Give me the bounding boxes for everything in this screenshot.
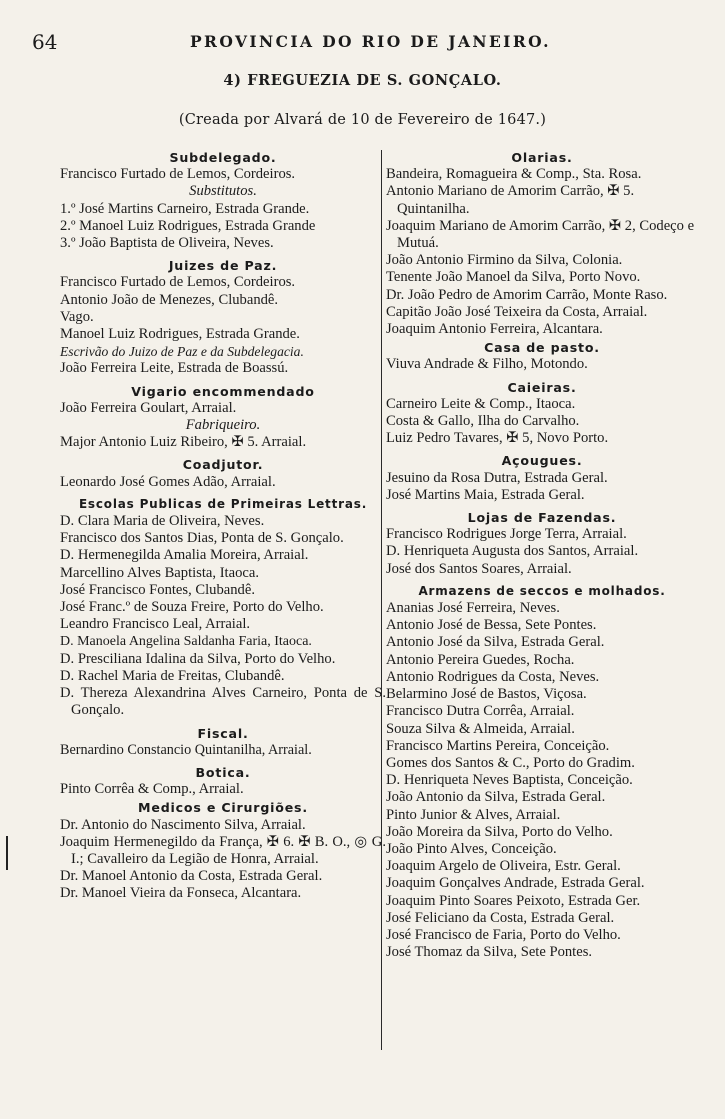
entry: Viuva Andrade & Filho, Motondo.	[386, 356, 588, 373]
entry: Francisco Dutra Corrêa, Arraial.	[386, 703, 575, 720]
entry: Antonio Pereira Guedes, Rocha.	[386, 651, 575, 668]
heading-armazens: Armazens de seccos e molhados.	[418, 583, 666, 598]
entry: João Ferreira Leite, Estrada de Boassú.	[60, 360, 289, 377]
entry: Francisco Martins Pereira, Conceição.	[386, 737, 610, 754]
heading-medicos: Medicos e Cirurgiões.	[138, 800, 308, 816]
entry: 1.º José Martins Carneiro, Estrada Grande.	[60, 200, 310, 217]
entry: José Franc.º de Souza Freire, Porto do Velho.	[60, 599, 324, 616]
entry: Francisco Furtado de Lemos, Cordeiros.	[60, 166, 296, 183]
entry: Marcellino Alves Baptista, Itaoca.	[60, 564, 259, 581]
entry: Dr. João Pedro de Amorim Carrão, Monte Raso.	[386, 286, 668, 303]
entry: D. Presciliana Idalina da Silva, Porto do Velho.	[60, 650, 336, 667]
entry: Leandro Francisco Leal, Arraial.	[60, 616, 251, 633]
entry: João Pinto Alves, Conceição.	[386, 840, 557, 857]
entry: João Antonio Firmino da Silva, Colonia.	[386, 252, 623, 269]
entry: D. Rachel Maria de Freitas, Clubandê.	[60, 667, 285, 684]
entry: Pinto Corrêa & Comp., Arraial.	[60, 781, 244, 798]
running-head: PROVINCIA DO RIO DE JANEIRO.	[190, 32, 551, 51]
heading-juizes: Juizes de Paz.	[168, 258, 278, 274]
entry: Carneiro Leite & Comp., Itaoca.	[386, 395, 576, 412]
entry: Costa & Gallo, Ilha do Carvalho.	[386, 413, 580, 430]
entry: José dos Santos Soares, Arraial.	[386, 560, 572, 577]
margin-mark	[6, 836, 8, 870]
entry: Antonio José de Bessa, Sete Pontes.	[386, 617, 597, 634]
entry: Joaquim Hermenegildo da França, ✠ 6. ✠ B. O., ◎ G. I.; Cavalleiro da Legião de Honra, Arraial.	[60, 833, 386, 867]
heading-coadjutor: Coadjutor.	[182, 457, 264, 473]
entry: Capitão João José Teixeira da Costa, Arraial.	[386, 303, 648, 320]
heading-lojas: Lojas de Fazendas.	[467, 510, 617, 526]
page-number: 64	[32, 30, 58, 54]
entry: D. Henriqueta Augusta dos Santos, Arraial.	[386, 543, 639, 560]
parish-title: 4) FREGUEZIA DE S. GONÇALO.	[223, 72, 502, 89]
heading-botica: Botica.	[195, 764, 251, 780]
entry: Bandeira, Romagueira & Comp., Sta. Rosa.	[386, 166, 642, 183]
entry: Jesuino da Rosa Dutra, Estrada Geral.	[386, 469, 608, 486]
entry: Joaquim Mariano de Amorim Carrão, ✠ 2, Codeço e Mutuá.	[386, 217, 695, 252]
entry: Joaquim Pinto Soares Peixoto, Estrada Ger.	[386, 892, 641, 909]
entry: 2.º Manoel Luiz Rodrigues, Estrada Grande	[60, 217, 316, 234]
entry: Tenente João Manoel da Silva, Porto Novo.	[386, 269, 641, 286]
entry: Joaquim Gonçalves Andrade, Estrada Geral.	[386, 875, 645, 892]
parish-subtitle: (Creada por Alvará de 10 de Fevereiro de 1647.)	[178, 112, 547, 128]
heading-caieiras: Caieiras.	[507, 379, 577, 395]
heading-fabriqueiro: Fabriqueiro.	[185, 417, 261, 434]
entry: Vago.	[60, 308, 94, 325]
entry: Joaquim Argelo de Oliveira, Estr. Geral.	[386, 858, 621, 875]
heading-subdelegado: Subdelegado.	[169, 150, 277, 165]
entry: Antonio Rodrigues da Costa, Neves.	[386, 668, 600, 685]
entry: João Antonio da Silva, Estrada Geral.	[386, 789, 606, 806]
heading-casa-pasto: Casa de pasto.	[484, 340, 600, 356]
entry: Luiz Pedro Tavares, ✠ 5, Novo Porto.	[386, 430, 609, 447]
entry: Souza Silva & Almeida, Arraial.	[386, 720, 575, 737]
entry: Antonio João de Menezes, Clubandê.	[60, 291, 279, 308]
entry: D. Henriqueta Neves Baptista, Conceição.	[386, 772, 633, 789]
escrivao-label: Escrivão do Juizo de Paz e da Subdelegacia.	[60, 344, 304, 360]
entry: Bernardino Constancio Quintanilha, Arraial.	[60, 741, 312, 758]
entry: Manoel Luiz Rodrigues, Estrada Grande.	[60, 326, 300, 343]
entry: Dr. Manoel Antonio da Costa, Estrada Geral.	[60, 868, 323, 885]
entry: Francisco Furtado de Lemos, Cordeiros.	[60, 274, 296, 291]
heading-acougues: Açougues.	[501, 453, 583, 469]
entry: João Moreira da Silva, Porto do Velho.	[386, 823, 613, 840]
entry: Antonio Mariano de Amorim Carrão, ✠ 5. Quintanilha.	[386, 183, 635, 217]
entry: José Thomaz da Silva, Sete Pontes.	[386, 944, 593, 961]
entry: 3.º João Baptista de Oliveira, Neves.	[60, 235, 274, 252]
entry: Dr. Antonio do Nascimento Silva, Arraial.	[60, 816, 306, 833]
heading-vigario: Vigario encommendado	[131, 383, 315, 399]
entry: José Martins Maia, Estrada Geral.	[386, 486, 585, 503]
entry: Ananias José Ferreira, Neves.	[386, 600, 560, 617]
entry: D. Thereza Alexandrina Alves Carneiro, Ponta de S. Gonçalo.	[60, 685, 386, 719]
entry: D. Manoela Angelina Saldanha Faria, Itaoca.	[60, 634, 312, 650]
entry: José Feliciano da Costa, Estrada Geral.	[386, 909, 615, 926]
entry: Belarmino José de Bastos, Viçosa.	[386, 686, 587, 703]
entry: José Francisco de Faria, Porto do Velho.	[386, 926, 621, 943]
entry: Francisco Rodrigues Jorge Terra, Arraial.	[386, 526, 627, 543]
entry: Gomes dos Santos & C., Porto do Gradim.	[386, 754, 635, 771]
entry: D. Clara Maria de Oliveira, Neves.	[60, 513, 265, 530]
heading-escolas: Escolas Publicas de Primeiras Lettras.	[78, 496, 368, 511]
entry: Francisco dos Santos Dias, Ponta de S. Gonçalo.	[60, 530, 344, 547]
left-column	[60, 148, 386, 903]
entry: José Francisco Fontes, Clubandê.	[60, 581, 255, 598]
entry: Pinto Junior & Alves, Arraial.	[386, 806, 561, 823]
entry: Antonio José da Silva, Estrada Geral.	[386, 634, 605, 651]
entry: Major Antonio Luiz Ribeiro, ✠ 5. Arraial.	[60, 434, 307, 451]
entry: Joaquim Antonio Ferreira, Alcantara.	[386, 321, 603, 338]
entry: João Ferreira Goulart, Arraial.	[60, 399, 237, 416]
heading-olarias: Olarias.	[511, 150, 573, 165]
entry: Leonardo José Gomes Adão, Arraial.	[60, 473, 276, 490]
entry: Dr. Manoel Vieira da Fonseca, Alcantara.	[60, 885, 302, 902]
heading-substitutos: Substitutos.	[189, 183, 257, 200]
entry: D. Hermenegilda Amalia Moreira, Arraial.	[60, 547, 309, 564]
heading-fiscal: Fiscal.	[197, 725, 249, 741]
right-column	[386, 148, 698, 961]
